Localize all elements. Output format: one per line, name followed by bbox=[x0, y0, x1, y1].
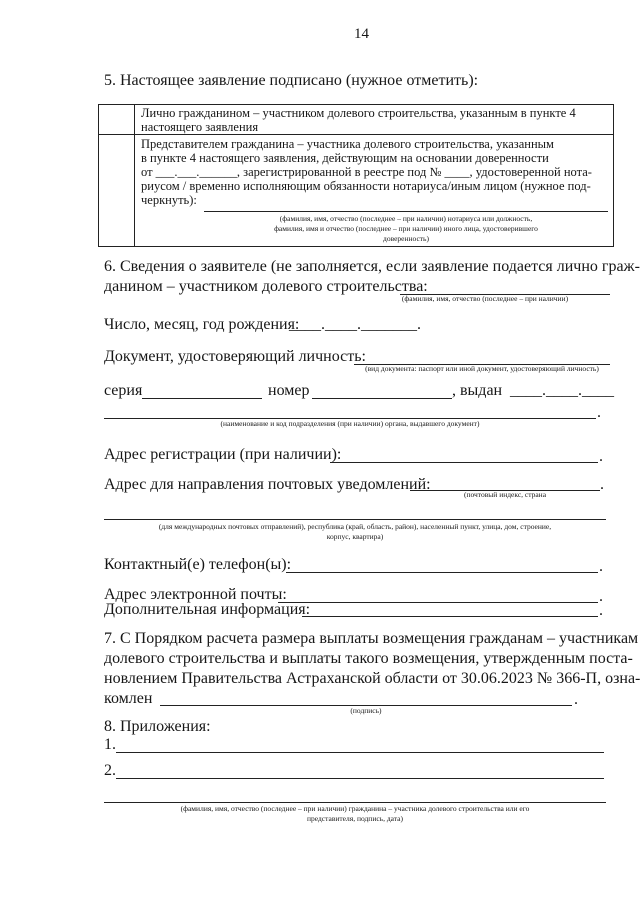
checkbox-representative[interactable] bbox=[99, 135, 133, 244]
final-caption bbox=[94, 804, 616, 824]
birth-date-label: Число, месяц, год рождения: bbox=[104, 316, 300, 333]
email-field[interactable] bbox=[278, 602, 598, 603]
option-personal-line2: настоящего заявления bbox=[141, 120, 259, 134]
checkbox-column-divider bbox=[134, 104, 135, 246]
final-caption-line1: (фамилия, имя, отчество (последнее – при наличии) гражданина – участника долевого строительства или его bbox=[180, 804, 530, 813]
section8-title: 8. Приложения: bbox=[104, 718, 211, 735]
attachment-1-field[interactable] bbox=[116, 752, 604, 753]
registration-address-dot: . bbox=[599, 448, 603, 465]
option-personal-line1: Лично гражданином – участником долевого строительства, указанным в пункте 4 bbox=[141, 106, 576, 120]
notary-blank[interactable] bbox=[204, 211, 608, 212]
option-representative bbox=[141, 137, 608, 207]
mail-address-caption1: (почтовый индекс, страна bbox=[463, 490, 547, 499]
rep-line5: черкнуть): bbox=[141, 193, 197, 207]
number-field[interactable] bbox=[312, 398, 452, 399]
phone-field[interactable] bbox=[286, 572, 598, 573]
email-label: Адрес электронной почты: bbox=[104, 586, 287, 603]
phone-label: Контактный(е) телефон(ы): bbox=[104, 556, 292, 573]
section7-line3: новлением Правительства Астраханской области от 30.06.2023 № 366-П, озна- bbox=[104, 670, 640, 687]
notary-caption-line1: (фамилия, имя, отчество (последнее – при наличии) нотариуса или должность, bbox=[279, 214, 533, 223]
mail-address-dot: . bbox=[600, 476, 604, 493]
issuing-org-caption: (наименование и код подразделения (при наличии) органа, выдавшего документ) bbox=[220, 419, 480, 428]
number-label: номер bbox=[268, 382, 310, 399]
extra-info-dot: . bbox=[599, 602, 603, 619]
extra-info-field[interactable] bbox=[302, 616, 598, 617]
section6-title-line1: 6. Сведения о заявителе (не заполняется, если заявление подается лично граж- bbox=[104, 258, 640, 275]
mail-address-field-line2[interactable] bbox=[104, 519, 606, 520]
id-document-caption: (вид документа: паспорт или иной документ, удостоверяющий личность) bbox=[365, 364, 599, 373]
series-field[interactable] bbox=[142, 398, 262, 399]
issuing-org-dot: . bbox=[597, 404, 601, 421]
attachment-2-number: 2. bbox=[104, 762, 116, 779]
issued-label: , выдан bbox=[452, 382, 503, 399]
rep-line1: Представителем гражданина – участника долевого строительства, указанным bbox=[141, 137, 554, 151]
rep-line2: в пункте 4 настоящего заявления, действующим на основании доверенности bbox=[141, 151, 549, 165]
id-document-label: Документ, удостоверяющий личность: bbox=[104, 348, 366, 365]
notary-caption bbox=[204, 214, 608, 244]
phone-dot: . bbox=[599, 558, 603, 575]
page-number: 14 bbox=[354, 26, 369, 42]
rep-line4: риусом / временно исполняющим обязанности нотариуса/иным лицом (нужное под- bbox=[141, 179, 591, 193]
registration-address-field[interactable] bbox=[330, 462, 598, 463]
section7-line4: комлен bbox=[104, 690, 153, 707]
extra-info-label: Дополнительная информация: bbox=[104, 601, 311, 618]
table-row-divider bbox=[98, 134, 613, 135]
section7-line1: 7. С Порядком расчета размера выплаты возмещения гражданам – участникам bbox=[104, 630, 639, 647]
section7-line2: долевого строительства и выплаты такого возмещения, утвержденным поста- bbox=[104, 650, 633, 667]
email-dot: . bbox=[599, 588, 603, 605]
signature-dot: . bbox=[574, 691, 578, 708]
checkbox-personal[interactable] bbox=[99, 105, 133, 133]
mail-caption2-line1: (для международных почтовых отправлений), республика (край, область, район), населенный пункт, улица, дом, строение, bbox=[158, 522, 552, 531]
final-signature-field[interactable] bbox=[104, 802, 606, 803]
mail-caption2-line2: корпус, квартира) bbox=[326, 532, 384, 541]
attachment-1-number: 1. bbox=[104, 736, 116, 753]
option-personal bbox=[141, 106, 608, 134]
mail-address-label: Адрес для направления почтовых уведомлений: bbox=[104, 476, 431, 493]
birth-date-field[interactable]: ____.____._______. bbox=[289, 316, 421, 333]
notary-caption-line2: фамилия, имя и отчество (последнее – при наличии) иного лица, удостоверившего bbox=[274, 224, 538, 233]
applicant-name-caption: (фамилия, имя, отчество (последнее – при наличии) bbox=[401, 294, 569, 303]
registration-address-label: Адрес регистрации (при наличии): bbox=[104, 446, 342, 463]
notary-caption-line3: доверенность) bbox=[383, 234, 429, 243]
section6-title-line2: данином – участником долевого строительства: bbox=[104, 278, 428, 295]
signature-caption: (подпись) bbox=[350, 706, 382, 715]
mail-address-caption2 bbox=[94, 522, 616, 542]
final-caption-line2: представителя, подпись, дата) bbox=[307, 814, 403, 823]
section5-title: 5. Настоящее заявление подписано (нужное отметить): bbox=[104, 72, 479, 89]
series-label: серия bbox=[104, 382, 143, 399]
rep-line3: от ___.___.______, зарегистрированной в реестре под № ____, удостоверенной нота- bbox=[141, 165, 592, 179]
issued-date-field[interactable]: ____.____.____ bbox=[510, 382, 614, 399]
attachment-2-field[interactable] bbox=[116, 778, 604, 779]
